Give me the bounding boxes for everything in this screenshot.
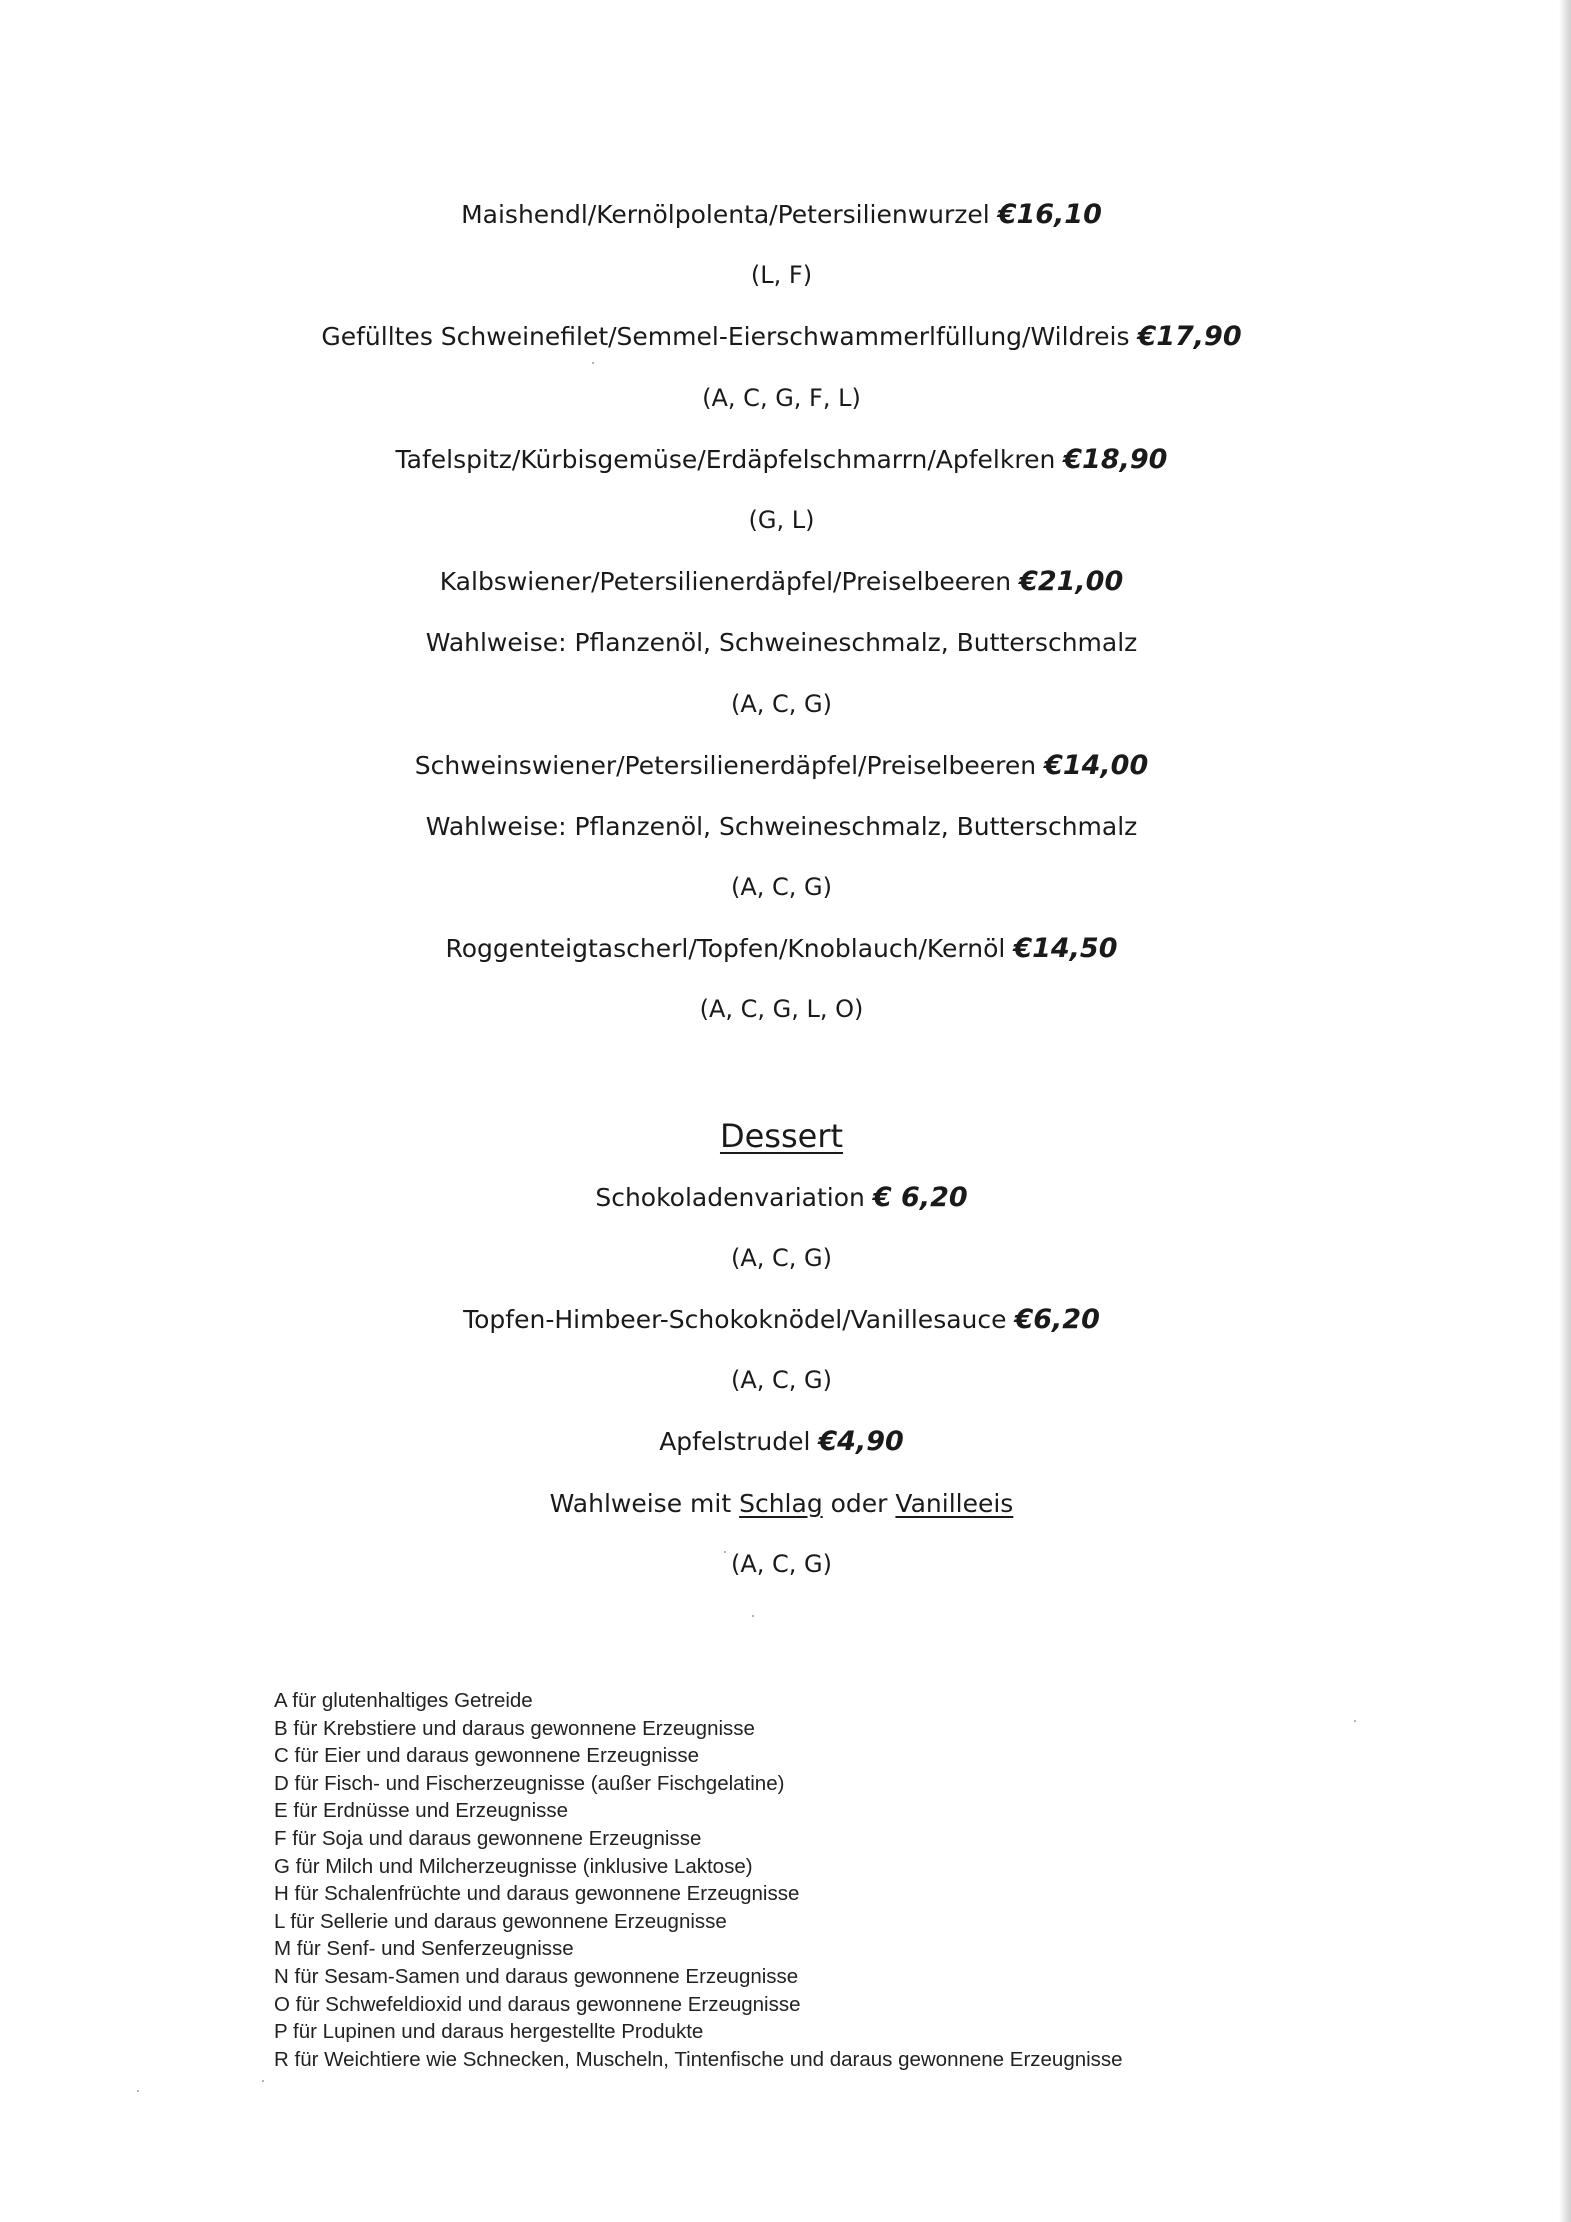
- legend-text: für Erdnüsse und Erzeugnisse: [293, 1799, 569, 1823]
- dish-name: Gefülltes Schweinefilet/Semmel-Eierschwammerlfüllung/Wildreis: [321, 322, 1130, 352]
- dish-price: €21,00: [1019, 566, 1124, 598]
- legend-item: [274, 1687, 1123, 1715]
- legend-item: [274, 1825, 1123, 1853]
- legend-code: P: [274, 2020, 288, 2044]
- option-schlag: Schlag: [739, 1488, 823, 1518]
- dish-price: €16,10: [997, 199, 1102, 230]
- dish-name: Roggenteigtascherl/Topfen/Knoblauch/Kernöl: [445, 934, 1006, 964]
- legend-text: für Sellerie und daraus gewonnene Erzeugnisse: [290, 1909, 727, 1933]
- dish-line: [0, 184, 1563, 245]
- legend-code: F: [274, 1826, 287, 1850]
- legend-text: für Fisch- und Fischerzeugnisse (außer Fischgelatine): [294, 1771, 785, 1795]
- legend-item: [274, 1963, 1123, 1991]
- allergen-codes: (A, C, G): [730, 873, 832, 902]
- legend-text: für Eier und daraus gewonnene Erzeugnisse: [294, 1744, 700, 1768]
- legend-text: für Soja und daraus gewonnene Erzeugnisse: [292, 1826, 702, 1850]
- strudel-option: [0, 1473, 1563, 1534]
- dessert-heading: Dessert: [719, 1116, 844, 1155]
- legend-text: für Sesam-Samen und daraus gewonnene Erzeugnisse: [294, 1964, 799, 1988]
- scan-speck: [592, 362, 594, 364]
- dessert-line: [0, 1411, 1563, 1472]
- legend-item: [274, 2046, 1123, 2074]
- legend-text: für Milch und Milcherzeugnisse (inklusive Laktose): [295, 1854, 753, 1878]
- allergen-codes: (A, C, G): [730, 1549, 832, 1578]
- dish-name: Tafelspitz/Kürbisgemüse/Erdäpfelschmarrn/Apfelkren: [395, 444, 1056, 474]
- menu-content: [0, 184, 1563, 1595]
- legend-item: [274, 2018, 1123, 2046]
- legend-item: [274, 1853, 1123, 1881]
- section-spacer: [0, 1041, 1563, 1105]
- allergen-codes: (A, C, G): [730, 1366, 832, 1395]
- dish-line: [0, 918, 1563, 979]
- legend-item: [274, 1715, 1123, 1743]
- option-prefix: Wahlweise mit: [549, 1488, 732, 1518]
- legend-code: D: [274, 1771, 289, 1795]
- dish-price: €14,50: [1013, 933, 1118, 965]
- dish-line: [0, 735, 1563, 796]
- legend-text: für Krebstiere und daraus gewonnene Erzeugnisse: [293, 1716, 755, 1740]
- dessert-line: [0, 1289, 1563, 1350]
- dish-option: Wahlweise: Pflanzenöl, Schweineschmalz, Butterschmalz: [425, 628, 1138, 658]
- allergen-codes: (A, C, G, L, O): [699, 995, 864, 1024]
- dish-name: Schweinswiener/Petersilienerdäpfel/Preiselbeeren: [414, 750, 1037, 780]
- dish-line: [0, 306, 1563, 367]
- allergen-codes: (A, C, G): [730, 689, 832, 718]
- legend-item: [274, 1880, 1123, 1908]
- allergen-codes: (A, C, G): [730, 1243, 832, 1272]
- legend-item: [274, 1908, 1123, 1936]
- legend-code: H: [274, 1882, 289, 1906]
- legend-code: B: [274, 1716, 288, 1740]
- scan-speck: [137, 2090, 139, 2092]
- allergen-codes: (L, F): [750, 261, 813, 290]
- dish-price: €14,00: [1044, 749, 1149, 781]
- legend-text: für glutenhaltiges Getreide: [292, 1689, 533, 1712]
- legend-item: [274, 1991, 1123, 2019]
- allergen-codes: (G, L): [748, 505, 815, 534]
- legend-item: [274, 1742, 1123, 1770]
- allergen-codes: (A, C, G, F, L): [702, 383, 861, 412]
- dish-option: Wahlweise: Pflanzenöl, Schweineschmalz, Butterschmalz: [425, 811, 1138, 841]
- dish-name: Kalbswiener/Petersilienerdäpfel/Preiselbeeren: [439, 567, 1012, 597]
- option-connector: oder: [830, 1488, 888, 1518]
- legend-code: L: [274, 1909, 285, 1933]
- legend-code: R: [274, 2047, 289, 2071]
- legend-item: [274, 1797, 1123, 1825]
- dish-line: [0, 551, 1563, 612]
- legend-text: für Lupinen und daraus hergestellte Produkte: [293, 2020, 704, 2044]
- scan-speck: [724, 1551, 726, 1553]
- scan-edge-shadow: [1559, 0, 1571, 2222]
- legend-text: für Schalenfrüchte und daraus gewonnene Erzeugnisse: [294, 1882, 800, 1906]
- dessert-line: [0, 1167, 1563, 1228]
- dessert-name: Schokoladenvariation: [595, 1182, 865, 1212]
- dish-price: €18,90: [1063, 443, 1168, 475]
- legend-item: [274, 1935, 1123, 1963]
- dessert-name: Apfelstrudel: [659, 1427, 811, 1457]
- legend-code: A: [274, 1689, 287, 1712]
- dessert-price: € 6,20: [872, 1181, 968, 1213]
- dessert-price: €4,90: [818, 1426, 904, 1458]
- legend-code: O: [274, 1992, 290, 2016]
- dessert-name: Topfen-Himbeer-Schokoknödel/Vanillesauce: [463, 1305, 1007, 1334]
- legend-code: N: [274, 1964, 289, 1988]
- legend-text: für Senf- und Senferzeugnisse: [296, 1937, 574, 1961]
- allergen-legend: [274, 1687, 1123, 2073]
- dish-line: [0, 429, 1563, 490]
- scan-speck: [1354, 1720, 1356, 1722]
- legend-code: G: [274, 1854, 290, 1878]
- dish-name: Maishendl/Kernölpolenta/Petersilienwurzel: [461, 200, 990, 229]
- option-vanilleeis: Vanilleeis: [895, 1488, 1014, 1518]
- legend-item: [274, 1770, 1123, 1798]
- legend-code: C: [274, 1744, 289, 1768]
- dessert-price: €6,20: [1014, 1304, 1100, 1335]
- scan-speck: [752, 1615, 754, 1617]
- legend-text: für Weichtiere wie Schnecken, Muscheln, Tintenfische und daraus gewonnene Erzeugnisse: [294, 2047, 1123, 2071]
- legend-code: E: [274, 1799, 288, 1823]
- scan-speck: [262, 2080, 264, 2082]
- dish-price: €17,90: [1137, 321, 1242, 353]
- legend-code: M: [274, 1937, 292, 1961]
- legend-text: für Schwefeldioxid und daraus gewonnene Erzeugnisse: [295, 1992, 801, 2016]
